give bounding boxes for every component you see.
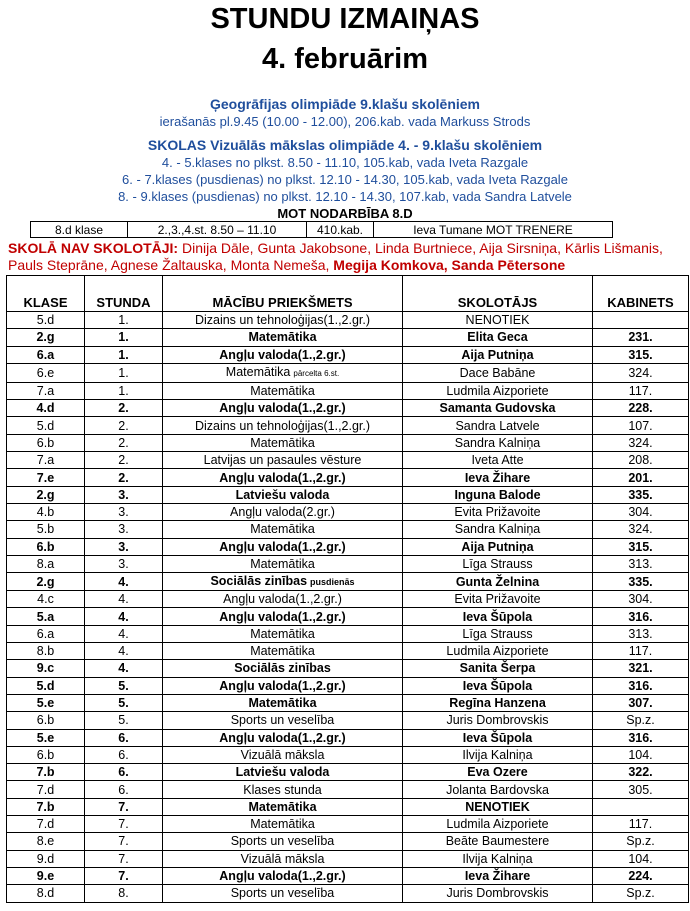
subject-text: Angļu valoda(1.,2.gr.) [219,401,346,416]
table-row [7,764,689,781]
subject-text: Sports un veselība [230,713,335,728]
subject-text: Matemātika [250,817,315,832]
subject-text: Matemātika [248,330,317,345]
cell-kabinets [593,798,689,815]
table-row [7,434,689,451]
cell-stunda: 1. [85,312,163,329]
cell-klase: 4.b [7,503,85,520]
cell-klase: 5.d [7,677,85,694]
cell-prieksmets [163,486,403,503]
cell-klase: 5.e [7,694,85,711]
table-row [7,660,689,677]
cell-skolotajs: Jolanta Bardovska [403,781,593,798]
cell-prieksmets [163,538,403,555]
table-row [7,400,689,417]
cell-skolotajs: Sandra Latvele [403,417,593,434]
cell-prieksmets [163,591,403,608]
table-row [7,643,689,660]
cell-stunda: 5. [85,694,163,711]
table-row [7,833,689,850]
cell-stunda: 4. [85,608,163,625]
cell-kabinets: Sp.z. [593,712,689,729]
cell-skolotajs: Aija Putniņa [403,346,593,363]
cell-prieksmets [163,555,403,572]
subject-text: Angļu valoda(1.,2.gr.) [219,470,346,485]
cell-prieksmets [163,643,403,660]
cell-stunda: 2. [85,469,163,486]
cell-prieksmets [163,452,403,469]
cell-skolotajs: Ieva Žihare [403,867,593,884]
cell-skolotajs: Ieva Šūpola [403,729,593,746]
cell-stunda: 6. [85,729,163,746]
subject-text: Sports un veselība [230,834,335,849]
mot-teacher: Ieva Tumane MOT TRENERE [374,222,613,238]
cell-klase: 6.b [7,746,85,763]
cell-stunda: 4. [85,573,163,591]
cell-klase: 5.e [7,729,85,746]
cell-skolotajs: Sandra Kalniņa [403,521,593,538]
table-row [7,677,689,694]
cell-klase: 6.b [7,712,85,729]
cell-kabinets: 104. [593,850,689,867]
table-row [7,346,689,363]
cell-stunda: 5. [85,677,163,694]
cell-kabinets: 117. [593,816,689,833]
header-skolotajs: SKOLOTĀJS [403,276,593,312]
table-row [7,625,689,642]
cell-skolotajs: Sandra Kalniņa [403,434,593,451]
cell-stunda: 2. [85,452,163,469]
cell-klase: 5.a [7,608,85,625]
subject-text: Sociālās zinības [234,661,331,676]
table-row [7,363,689,382]
cell-skolotajs: Līga Strauss [403,625,593,642]
cell-skolotajs: Juris Dombrovskis [403,885,593,902]
cell-prieksmets [163,417,403,434]
cell-kabinets: 304. [593,503,689,520]
subject-text: Dizains un tehnoloģijas(1.,2.gr.) [194,313,371,328]
subject-text: Angļu valoda(1.,2.gr.) [219,539,346,554]
subject-text: Angļu valoda(1.,2.gr.) [219,347,346,362]
table-row [7,486,689,503]
table-row [7,469,689,486]
cell-stunda: 4. [85,660,163,677]
cell-stunda: 5. [85,712,163,729]
table-row [7,312,689,329]
art-olympiad-line-3: 8. - 9.klases (pusdienas) no plkst. 12.10 - 14.30, 107.kab, vada Sandra Latvele [118,189,572,204]
cell-klase: 8.b [7,643,85,660]
cell-klase: 7.a [7,382,85,399]
cell-kabinets: 117. [593,643,689,660]
geo-olympiad-title: Ģeogrāfijas olimpiāde 9.klašu skolēniem [210,96,480,112]
changes-table [6,275,689,903]
header-stunda: STUNDA [85,276,163,312]
cell-kabinets: 316. [593,677,689,694]
cell-skolotajs: Ieva Šūpola [403,677,593,694]
cell-stunda: 6. [85,746,163,763]
table-row [7,694,689,711]
cell-stunda: 1. [85,346,163,363]
cell-stunda: 3. [85,555,163,572]
cell-stunda: 3. [85,538,163,555]
cell-klase: 8.d [7,885,85,902]
subject-text: Matemātika [250,626,315,641]
cell-kabinets: 335. [593,486,689,503]
cell-stunda: 1. [85,382,163,399]
cell-kabinets: 201. [593,469,689,486]
subject-text: Matemātika [225,364,291,379]
cell-prieksmets [163,781,403,798]
absent-names: Dinija Dāle, Gunta Jakobsone, Linda Burtniece, Aija Sirsniņa, Kārlis Lišmanis, Pauls Steprāne, Agnese Žaltauska, Monta Nemeša, [8,240,663,273]
subject-text: Matemātika [250,435,315,450]
cell-prieksmets [163,346,403,363]
cell-prieksmets [163,503,403,520]
cell-prieksmets [163,363,403,382]
art-olympiad-line-1: 4. - 5.klases no plkst. 8.50 - 11.10, 105.kab, vada Iveta Razgale [161,155,529,170]
cell-skolotajs: Evita Prižavoite [403,591,593,608]
cell-stunda: 7. [85,798,163,815]
table-row [7,503,689,520]
cell-skolotajs: Ludmila Aizporiete [403,643,593,660]
table-row [7,850,689,867]
table-row [7,746,689,763]
cell-skolotajs: Sanita Šerpa [403,660,593,677]
cell-stunda: 7. [85,816,163,833]
cell-klase: 6.b [7,434,85,451]
subject-text: Matemātika [248,799,317,814]
cell-stunda: 1. [85,329,163,346]
cell-klase: 9.d [7,850,85,867]
subject-text: Matemātika [250,557,315,571]
cell-prieksmets [163,746,403,763]
table-row [7,591,689,608]
table-header-row [7,276,689,312]
subject-text: Matemātika [248,696,317,711]
cell-klase: 6.e [7,363,85,382]
subject-text: Latviešu valoda [235,765,330,780]
cell-kabinets: 107. [593,417,689,434]
subject-text: Angļu valoda(1.,2.gr.) [219,730,346,745]
cell-skolotajs: Ieva Šūpola [403,608,593,625]
subject-text: Sociālās zinības [210,574,308,589]
cell-skolotajs: Juris Dombrovskis [403,712,593,729]
table-row [7,816,689,833]
cell-prieksmets [163,850,403,867]
cell-klase: 7.e [7,469,85,486]
absent-teachers [8,240,688,274]
table-row [7,885,689,902]
table-row [7,417,689,434]
cell-kabinets: 304. [593,591,689,608]
cell-skolotajs: NENOTIEK [403,798,593,815]
cell-stunda: 2. [85,417,163,434]
cell-klase: 6.a [7,625,85,642]
cell-klase: 7.b [7,798,85,815]
cell-stunda: 3. [85,486,163,503]
cell-klase: 2.g [7,573,85,591]
cell-kabinets: 208. [593,452,689,469]
table-row [7,798,689,815]
cell-prieksmets [163,434,403,451]
cell-skolotajs: Ilvija Kalniņa [403,746,593,763]
cell-skolotajs: Samanta Gudovska [403,400,593,417]
cell-stunda: 3. [85,521,163,538]
cell-stunda: 4. [85,591,163,608]
cell-skolotajs: Dace Babāne [403,363,593,382]
cell-stunda: 4. [85,643,163,660]
cell-skolotajs: Ludmila Aizporiete [403,382,593,399]
subject-text: Angļu valoda(1.,2.gr.) [219,678,346,693]
subject-text: Angļu valoda(1.,2.gr.) [223,592,342,607]
cell-prieksmets [163,312,403,329]
geo-olympiad-detail: ierašanās pl.9.45 (10.00 - 12.00), 206.kab. vada Markuss Strods [159,114,531,129]
cell-kabinets: Sp.z. [593,885,689,902]
subject-text: Dizains un tehnoloģijas(1.,2.gr.) [194,418,371,433]
table-row [7,452,689,469]
table-row [7,382,689,399]
art-olympiad-title: SKOLAS Vizuālās mākslas olimpiāde 4. - 9.klašu skolēniem [147,137,543,153]
table-row [7,329,689,346]
cell-klase: 7.a [7,452,85,469]
cell-kabinets: 316. [593,608,689,625]
cell-prieksmets [163,521,403,538]
cell-klase: 7.d [7,816,85,833]
cell-klase: 8.e [7,833,85,850]
cell-skolotajs: Aija Putniņa [403,538,593,555]
cell-kabinets: 104. [593,746,689,763]
cell-skolotajs: Ludmila Aizporiete [403,816,593,833]
cell-klase: 2.g [7,486,85,503]
cell-kabinets: 313. [593,625,689,642]
table-row [7,608,689,625]
cell-klase: 8.a [7,555,85,572]
cell-klase: 4.d [7,400,85,417]
cell-prieksmets [163,833,403,850]
cell-skolotajs: Beāte Baumestere [403,833,593,850]
subject-text: Matemātika [250,384,315,399]
cell-kabinets: 313. [593,555,689,572]
cell-kabinets: 315. [593,538,689,555]
subject-text: Angļu valoda(1.,2.gr.) [219,869,346,884]
cell-skolotajs: Elita Geca [403,329,593,346]
cell-kabinets: 322. [593,764,689,781]
cell-prieksmets [163,816,403,833]
cell-skolotajs: Eva Ozere [403,764,593,781]
cell-stunda: 7. [85,867,163,884]
cell-stunda: 1. [85,363,163,382]
subject-text: Klases stunda [243,782,322,797]
cell-klase: 5.b [7,521,85,538]
cell-klase: 9.e [7,867,85,884]
cell-skolotajs: Evita Prižavoite [403,503,593,520]
header-prieksmets: MĀCĪBU PRIEKŠMETS [163,276,403,312]
cell-kabinets: 117. [593,382,689,399]
cell-klase: 7.b [7,764,85,781]
table-row [7,555,689,572]
cell-klase: 2.g [7,329,85,346]
cell-kabinets: 307. [593,694,689,711]
cell-skolotajs: Gunta Želnina [403,573,593,591]
cell-prieksmets [163,329,403,346]
table-row [7,712,689,729]
cell-kabinets: 305. [593,781,689,798]
cell-klase: 5.d [7,417,85,434]
cell-stunda: 7. [85,850,163,867]
cell-klase: 6.b [7,538,85,555]
mot-room: 410.kab. [307,222,374,238]
mot-table [30,221,613,238]
cell-prieksmets [163,382,403,399]
cell-klase: 4.c [7,591,85,608]
cell-kabinets: 324. [593,521,689,538]
cell-kabinets: 224. [593,867,689,884]
subject-text: Latvijas un pasaules vēsture [203,453,362,468]
cell-kabinets: 324. [593,363,689,382]
cell-kabinets: 324. [593,434,689,451]
cell-kabinets: 335. [593,573,689,591]
subject-note: pusdienās [310,577,355,588]
mot-time: 2.,3.,4.st. 8.50 – 11.10 [128,222,307,238]
cell-prieksmets [163,677,403,694]
cell-prieksmets [163,885,403,902]
subject-text: Matemātika [250,522,315,537]
cell-klase: 9.c [7,660,85,677]
header-klase: KLASE [7,276,85,312]
cell-stunda: 3. [85,503,163,520]
cell-prieksmets [163,608,403,625]
cell-skolotajs: NENOTIEK [403,312,593,329]
subject-text: Angļu valoda(2.gr.) [230,505,335,520]
absent-names-highlighted: Megija Komkova, Sanda Pētersone [333,257,566,273]
cell-kabinets: 231. [593,329,689,346]
cell-stunda: 7. [85,833,163,850]
subject-text: Vizuālā māksla [240,851,325,866]
art-olympiad-line-2: 6. - 7.klases (pusdienas) no plkst. 12.10 - 14.30, 105.kab, vada Iveta Razgale [122,172,568,187]
page-title: STUNDU IZMAIŅAS [210,3,480,35]
cell-prieksmets [163,469,403,486]
mot-class: 8.d klase [31,222,128,238]
table-row [7,521,689,538]
cell-prieksmets [163,764,403,781]
header-kabinets: KABINETS [593,276,689,312]
cell-klase: 7.d [7,781,85,798]
cell-kabinets: 321. [593,660,689,677]
cell-kabinets: Sp.z. [593,833,689,850]
cell-skolotajs: Iveta Atte [403,452,593,469]
cell-skolotajs: Regīna Hanzena [403,694,593,711]
cell-prieksmets [163,400,403,417]
cell-skolotajs: Inguna Balode [403,486,593,503]
cell-skolotajs: Līga Strauss [403,555,593,572]
subject-note: pārcelta 6.st. [293,368,340,378]
absent-label: SKOLĀ NAV SKOLOTĀJI: [8,240,179,256]
cell-stunda: 6. [85,781,163,798]
cell-prieksmets [163,573,403,591]
subject-text: Vizuālā māksla [240,747,325,762]
table-row [7,781,689,798]
cell-skolotajs: Ilvija Kalniņa [403,850,593,867]
cell-prieksmets [163,729,403,746]
cell-kabinets [593,312,689,329]
cell-skolotajs: Ieva Žihare [403,469,593,486]
cell-stunda: 8. [85,885,163,902]
cell-klase: 6.a [7,346,85,363]
cell-prieksmets [163,625,403,642]
cell-kabinets: 228. [593,400,689,417]
cell-prieksmets [163,798,403,815]
cell-prieksmets [163,867,403,884]
table-row [7,729,689,746]
cell-prieksmets [163,660,403,677]
page-date: 4. februārim [262,43,428,75]
cell-stunda: 4. [85,625,163,642]
cell-stunda: 6. [85,764,163,781]
subject-text: Sports un veselība [230,886,335,901]
cell-klase: 5.d [7,312,85,329]
table-row [7,867,689,884]
mot-title: MOT NODARBĪBA 8.D [277,206,413,221]
subject-text: Latviešu valoda [235,487,330,502]
table-row [7,538,689,555]
table-row [7,573,689,591]
subject-text: Matemātika [250,644,315,659]
cell-kabinets: 315. [593,346,689,363]
cell-stunda: 2. [85,434,163,451]
subject-text: Angļu valoda(1.,2.gr.) [219,609,346,624]
cell-prieksmets [163,712,403,729]
cell-stunda: 2. [85,400,163,417]
cell-prieksmets [163,694,403,711]
cell-kabinets: 316. [593,729,689,746]
